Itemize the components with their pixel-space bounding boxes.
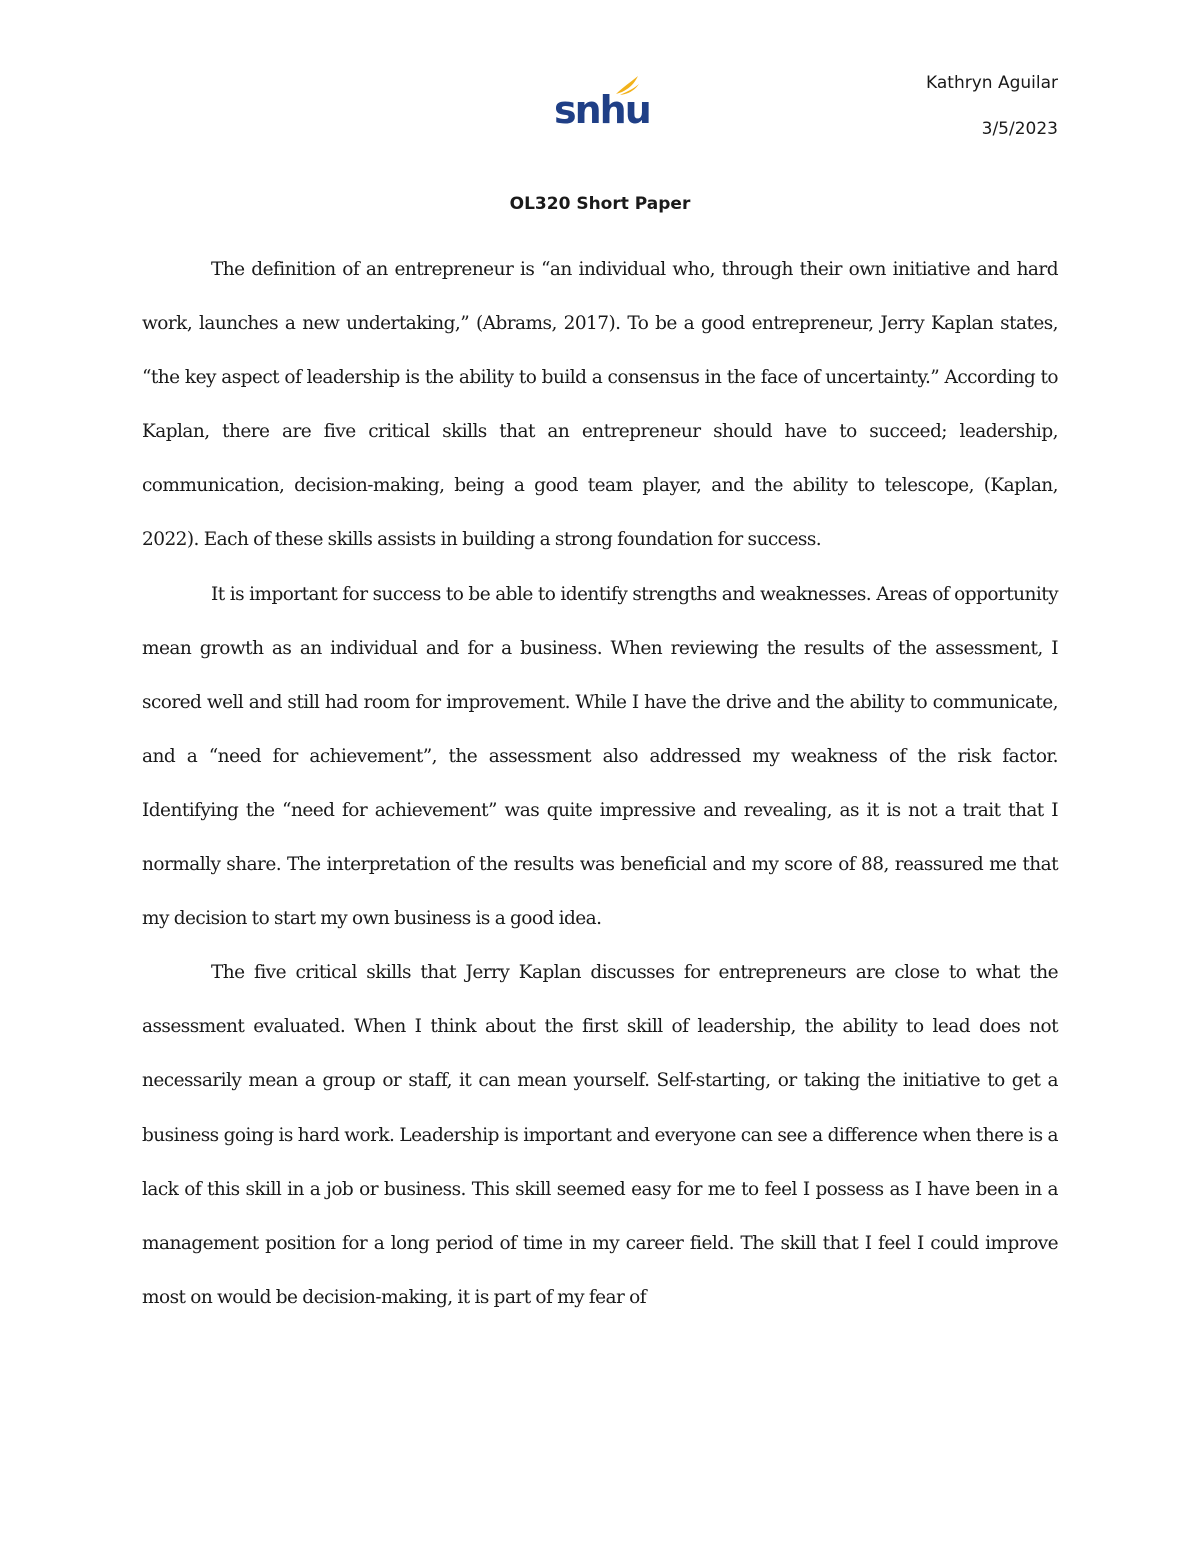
paragraph: The five critical skills that Jerry Kaplan discusses for entrepreneurs are close to what the assessment evaluated. When I think about the first skill of leadership, the ability to lead does not necessarily mean a group or staff, it can mean yourself. Self-starting, or taking the initiative to get a business going is hard work. Leadership is important and everyone can see a difference when there is a lack of this skill in a job or business. This skill seemed easy for me to feel I possess as I have been in a management position for a long period of time in my career field. The skill that I feel I could improve most on would be decision-making, it is part of my fear of — [142, 962, 1058, 1308]
paragraph: It is important for success to be able to identify strengths and weaknesses. Areas of opportunity mean growth as an individual and for a business. When reviewing the results of the assessment, I scored well and still had room for improvement. While I have the drive and the ability to communicate, and a “need for achievement”, the assessment also addressed my weakness of the risk factor. Identifying the “need for achievement” was quite impressive and revealing, as it is not a trait that I normally share. The interpretation of the results was beneficial and my score of 88, reassured me that my decision to start my own business is a good idea. — [142, 583, 1058, 930]
header-info — [926, 72, 1058, 141]
paper-title: OL320 Short Paper — [509, 194, 691, 214]
paragraph: The definition of an entrepreneur is “an individual who, through their own initiative and hard work, launches a new undertaking,” (Abrams, 2017). To be a good entrepreneur, Jerry Kaplan states, “the key aspect of leadership is the ability to build a consensus in the face of uncertainty.” According to Kaplan, there are five critical skills that an entrepreneur should have to succeed; leadership, communication, decision-making, being a good team player, and the ability to telescope, (Kaplan, 2022). Each of these skills assists in building a strong foundation for success. — [142, 259, 1058, 551]
snhu-logo — [554, 74, 650, 136]
logo-text: snhu — [554, 88, 650, 132]
document-date: 3/5/2023 — [981, 119, 1058, 139]
paper-body — [142, 243, 1058, 1325]
author-name: Kathryn Aguilar — [926, 73, 1058, 93]
